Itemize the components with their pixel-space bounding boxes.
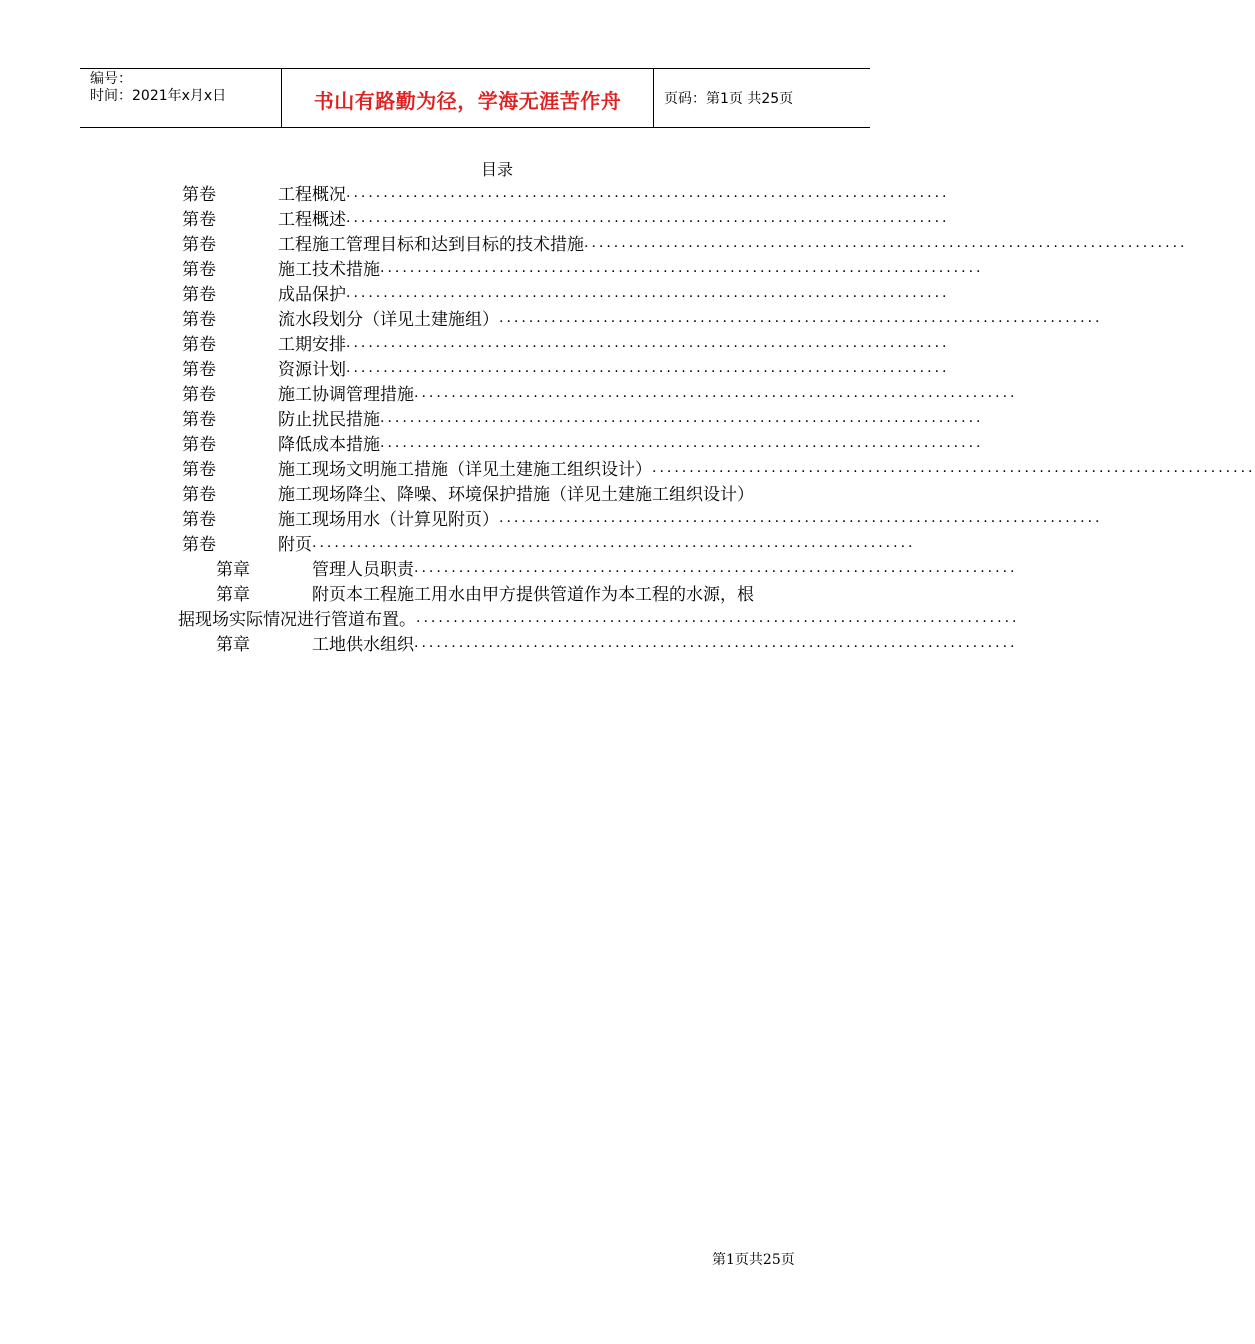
toc-volume-label: 第卷	[182, 385, 216, 405]
toc-entry-title: 工地供水组织	[312, 635, 414, 655]
toc-chapter-entry[interactable]	[182, 580, 804, 605]
toc-entry-title: 施工现场用水（计算见附页）	[278, 510, 499, 530]
toc-leader-dots: .................................................................................	[380, 409, 984, 426]
toc-leader-dots: .................................................................................	[499, 309, 1103, 326]
toc-entry[interactable]	[182, 505, 1103, 530]
toc-entry-title: 工程概述	[278, 210, 346, 230]
header-meta	[80, 69, 282, 127]
toc-entry-title: 施工现场降尘、降噪、环境保护措施（详见土建施工组织设计）	[278, 485, 754, 505]
toc-entry-title: 施工协调管理措施	[278, 385, 414, 405]
toc-entry-title: 管理人员职责	[312, 560, 414, 580]
toc-chapter-label: 第章	[216, 585, 250, 605]
toc-title: 目录	[480, 160, 513, 179]
toc-entry-title: 成品保护	[278, 285, 346, 305]
header-motto-cell	[282, 69, 654, 127]
toc-leader-dots: .................................................................................	[346, 359, 950, 376]
toc-entry[interactable]	[182, 305, 1103, 330]
document-time-label: 时间：2021年x月x日	[90, 88, 227, 104]
toc-volume-label: 第卷	[182, 335, 216, 355]
toc-entry[interactable]	[182, 330, 950, 355]
toc-entry[interactable]	[182, 205, 950, 230]
toc-entry-title: 资源计划	[278, 360, 346, 380]
toc-volume-label: 第卷	[182, 410, 216, 430]
toc-entry[interactable]	[182, 430, 984, 455]
toc-chapter-entry[interactable]	[182, 555, 1018, 580]
toc-volume-label: 第卷	[182, 235, 216, 255]
toc-entry[interactable]	[182, 355, 950, 380]
toc-leader-dots: .................................................................................	[346, 209, 950, 226]
toc-entry-title-continued: 据现场实际情况进行管道布置。	[178, 610, 416, 630]
toc-leader-dots: .................................................................................	[652, 459, 1255, 476]
toc-entry[interactable]	[182, 530, 916, 555]
page-footer-number: 第1页共25页	[712, 1252, 795, 1268]
toc-leader-dots: .................................................................................	[584, 234, 1188, 251]
toc-volume-label: 第卷	[182, 435, 216, 455]
toc-entry-title: 工期安排	[278, 335, 346, 355]
toc-chapter-label: 第章	[216, 560, 250, 580]
toc-entry-title: 流水段划分（详见土建施组）	[278, 310, 499, 330]
table-of-contents	[178, 180, 1255, 655]
toc-leader-dots: .................................................................................	[346, 334, 950, 351]
toc-entry[interactable]	[182, 405, 984, 430]
toc-leader-dots: .................................................................................	[414, 384, 1018, 401]
toc-volume-label: 第卷	[182, 285, 216, 305]
toc-volume-label: 第卷	[182, 510, 216, 530]
toc-entry-title: 降低成本措施	[278, 435, 380, 455]
toc-leader-dots: .................................................................................	[416, 609, 1020, 626]
header-motto: 书山有路勤为径，学海无涯苦作舟	[313, 88, 622, 113]
toc-entry-title: 工程施工管理目标和达到目标的技术措施	[278, 235, 584, 255]
toc-leader-dots: .................................................................................	[346, 284, 950, 301]
toc-entry-title: 施工现场文明施工措施（详见土建施工组织设计）	[278, 460, 652, 480]
toc-entry[interactable]	[182, 455, 1255, 480]
toc-chapter-entry[interactable]	[182, 630, 1018, 655]
toc-entry-title: 附页	[278, 535, 312, 555]
toc-entry-title: 防止扰民措施	[278, 410, 380, 430]
toc-volume-label: 第卷	[182, 535, 216, 555]
toc-entry[interactable]	[182, 280, 950, 305]
toc-entry[interactable]	[182, 230, 1188, 255]
toc-volume-label: 第卷	[182, 185, 216, 205]
toc-entry[interactable]	[182, 480, 804, 505]
toc-chapter-label: 第章	[216, 635, 250, 655]
document-number-label: 编号：	[90, 71, 132, 87]
toc-leader-dots: .................................................................................	[380, 259, 984, 276]
toc-volume-label: 第卷	[182, 310, 216, 330]
toc-entry[interactable]	[182, 380, 1018, 405]
toc-volume-label: 第卷	[182, 260, 216, 280]
header-page-number: 页码：第1页 共25页	[664, 91, 794, 107]
toc-volume-label: 第卷	[182, 485, 216, 505]
header-page-cell	[654, 69, 870, 127]
toc-volume-label: 第卷	[182, 460, 216, 480]
toc-volume-label: 第卷	[182, 210, 216, 230]
toc-entry-title: 工程概况	[278, 185, 346, 205]
toc-leader-dots: .................................................................................	[414, 559, 1018, 576]
toc-leader-dots: .................................................................................	[499, 509, 1103, 526]
toc-leader-dots: .................................................................................	[414, 634, 1018, 651]
toc-entry[interactable]	[182, 255, 984, 280]
toc-entry-title: 附页本工程施工用水由甲方提供管道作为本工程的水源，根	[312, 585, 754, 605]
toc-volume-label: 第卷	[182, 360, 216, 380]
toc-leader-dots: .................................................................................	[380, 434, 984, 451]
toc-entry-title: 施工技术措施	[278, 260, 380, 280]
toc-leader-dots: .................................................................................	[312, 534, 916, 551]
toc-entry[interactable]	[182, 180, 950, 205]
page-header	[80, 68, 870, 128]
toc-leader-dots: .................................................................................	[346, 184, 950, 201]
toc-chapter-entry-continued[interactable]	[178, 605, 1020, 630]
